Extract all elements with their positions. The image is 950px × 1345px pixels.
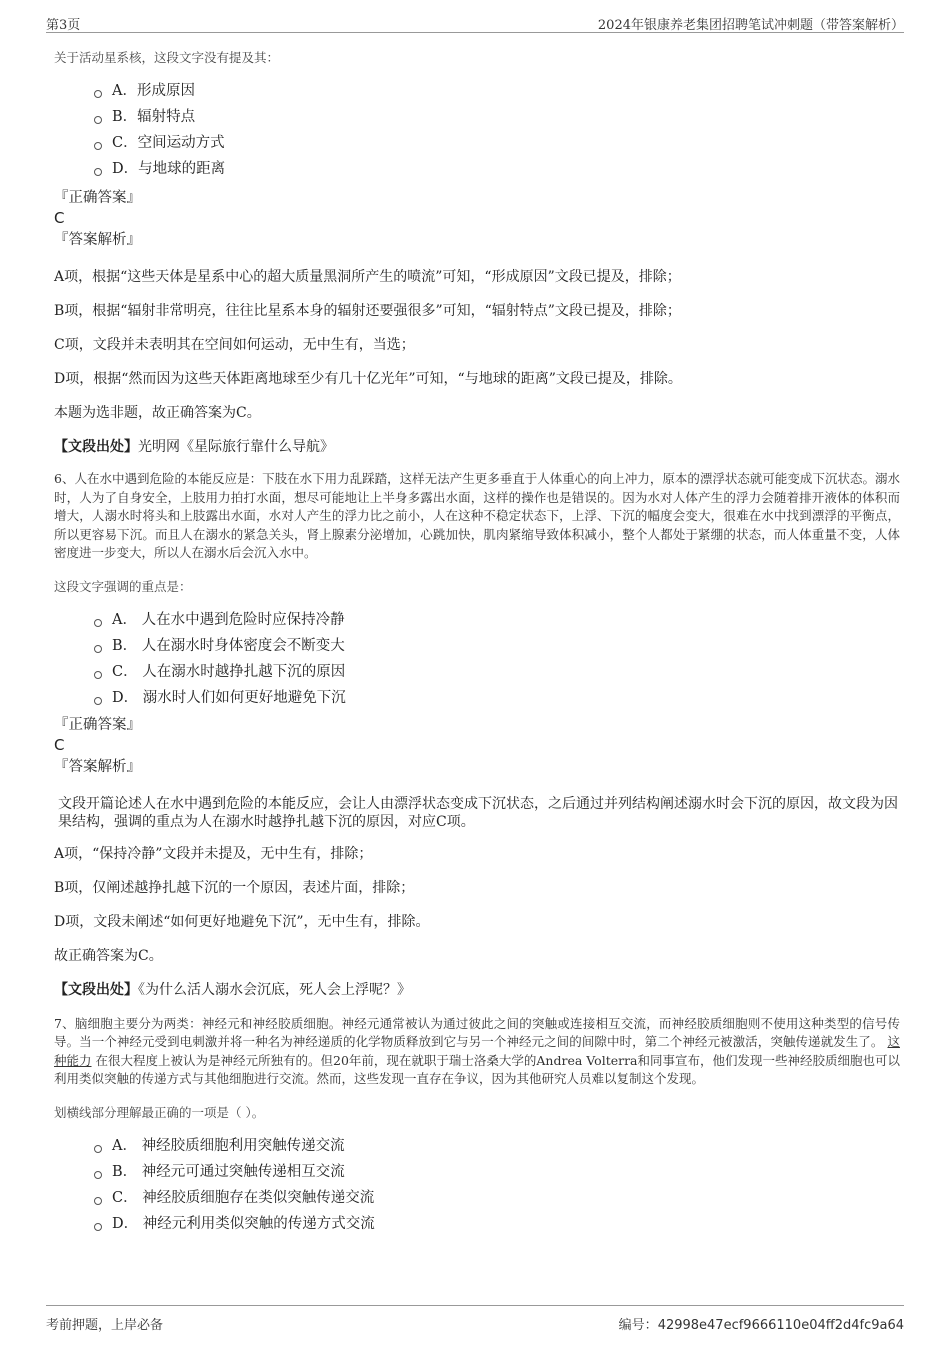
q5-source (54, 438, 900, 456)
radio-icon[interactable] (94, 1197, 102, 1205)
q6-analysis-d: D项，文段未阐述“如何更好地避免下沉”，无中生有，排除。 (54, 913, 430, 930)
source-label: 【文段出处】 (54, 981, 138, 998)
q6-option-b[interactable] (94, 633, 900, 659)
radio-icon[interactable] (94, 1145, 102, 1153)
q5-options (94, 78, 900, 182)
q7-options (94, 1133, 900, 1237)
radio-icon[interactable] (94, 116, 102, 124)
q7-option-d[interactable] (94, 1211, 900, 1237)
radio-icon[interactable] (94, 697, 102, 705)
q5-option-c[interactable] (94, 130, 900, 156)
radio-icon[interactable] (94, 1223, 102, 1231)
q6-correct-label: 『正确答案』 (54, 716, 141, 733)
option-label: D．与地球的距离 (112, 161, 226, 177)
q7-option-a[interactable] (94, 1133, 900, 1159)
q6-option-a[interactable] (94, 607, 900, 633)
q5-analysis-d: D项，根据“然而因为这些天体距离地球至少有几十亿光年”可知，“与地球的距离”文段已提及，排除。 (54, 371, 682, 387)
q7-option-c[interactable] (94, 1185, 900, 1211)
q5-option-a[interactable] (94, 78, 900, 104)
q5-analysis-b: B项，根据“辐射非常明亮，往往比星系本身的辐射还要强很多”可知，“辐射特点”文段已提及，排除； (54, 303, 681, 319)
option-label: B．辐射特点 (112, 109, 196, 125)
option-label: A． 人在水中遇到危险时应保持冷静 (112, 611, 345, 628)
q7-text-after: 在很大程度上被认为是神经元所独有的。但20年前，现在就职于瑞士洛桑大学的Andrea Volterra和同事宣布，他们发现一些神经胶质细胞也可以利用类似突触的传递方式与其他细胞进行交流。然而，这些发现一直存在争议，因为其他研究人员难以复制这个发现。 (54, 1052, 901, 1086)
page-footer (46, 1305, 904, 1332)
q7-text (54, 1015, 900, 1089)
q5-option-b[interactable] (94, 104, 900, 130)
q5-analysis-a: A项，根据“这些天体是星系中心的超大质量黑洞所产生的喷流”可知，“形成原因”文段已提及，排除； (54, 269, 681, 285)
q6-analysis-intro: 文段开篇论述人在水中遇到危险的本能反应，会让人由漂浮状态变成下沉状态，之后通过并列结构阐述溺水时会下沉的原因，故文段为因果结构，强调的重点为人在溺水时越挣扎越下沉的原因，对应C项。 (58, 795, 898, 830)
option-label: A． 神经胶质细胞利用突触传递交流 (112, 1137, 345, 1154)
code-value: 42998e47ecf9666110e04ff2d4fc9a64 (657, 1318, 904, 1333)
q7-prompt: 划横线部分理解最正确的一项是（ ）。 (54, 1104, 265, 1120)
q5-correct-label: 『正确答案』 (54, 190, 141, 206)
q6-analysis-label: 『答案解析』 (54, 758, 141, 775)
q6-source (54, 981, 900, 999)
option-label: C． 人在溺水时越挣扎越下沉的原因 (112, 663, 346, 680)
q5-analysis-label: 『答案解析』 (54, 232, 141, 248)
option-label: C． 神经胶质细胞存在类似突触传递交流 (112, 1189, 375, 1206)
q6-prompt: 这段文字强调的重点是： (54, 578, 192, 594)
q5-analysis-c: C项，文段并未表明其在空间如何运动，无中生有，当选； (54, 337, 415, 353)
radio-icon[interactable] (94, 671, 102, 679)
q6-answer: C (54, 735, 65, 754)
option-label: A．形成原因 (112, 83, 195, 99)
radio-icon[interactable] (94, 619, 102, 627)
q5-prompt: 关于活动星系核，这段文字没有提及其： (54, 50, 280, 65)
option-label: B． 神经元可通过突触传递相互交流 (112, 1163, 345, 1180)
q6-analysis-a: A项，“保持冷静”文段并未提及，无中生有，排除； (54, 845, 373, 862)
radio-icon[interactable] (94, 1171, 102, 1179)
source-label: 【文段出处】 (54, 439, 138, 455)
q6-option-d[interactable] (94, 685, 900, 711)
radio-icon[interactable] (94, 142, 102, 150)
document-title: 2024年银康养老集团招聘笔试冲刺题（带答案解析） (597, 18, 904, 33)
footer-slogan: 考前押题，上岸必备 (46, 1318, 164, 1333)
option-label: D． 神经元利用类似突触的传递方式交流 (112, 1215, 375, 1232)
option-label: C．空间运动方式 (112, 135, 225, 151)
document-code (619, 1314, 904, 1333)
q6-conclusion: 故正确答案为C。 (54, 947, 163, 964)
code-label: 编号： (618, 1318, 658, 1333)
q7-underlined-phrase: 这种能力 (54, 1034, 900, 1068)
q7-option-b[interactable] (94, 1159, 900, 1185)
q5-conclusion: 本题为选非题，故正确答案为C。 (54, 405, 261, 421)
q5-answer: C (54, 209, 65, 227)
q6-text: 6、人在水中遇到危险的本能反应是：下肢在水下用力乱踩踏，这样无法产生更多垂直于人体重心的向上冲力，原本的漂浮状态就可能变成下沉状态。溺水时，人为了自身安全，上肢用力拍打水面，想尽可能地让上半身多露出水面，这样的操作也是错误的。因为水对人体产生的浮力会随着排开液体的体积而增大，人溺水时将头和上肢露出水面，水对人产生的浮力比之前小，人在这种不稳定状态下，上浮、下沉的幅度会变大，很难在水中找到漂浮的平衡点，所以更容易下沉。而且人在溺水的紧急关头，肾上腺素分泌增加，心跳加快，肌肉紧缩导致体积减小，整个人都处于紧绷的状态，而人体重量不变，人体密度进一步变大，所以人在溺水后会沉入水中。 (54, 471, 900, 560)
radio-icon[interactable] (94, 168, 102, 176)
radio-icon[interactable] (94, 90, 102, 98)
option-label: D． 溺水时人们如何更好地避免下沉 (112, 689, 346, 706)
q6-options (94, 607, 900, 711)
radio-icon[interactable] (94, 645, 102, 653)
q5-option-d[interactable] (94, 156, 900, 182)
option-label: B． 人在溺水时身体密度会不断变大 (112, 637, 345, 654)
q7-text-before: 7、脑细胞主要分为两类：神经元和神经胶质细胞。神经元通常被认为通过彼此之间的突触或连接相互交流，而神经胶质细胞则不使用这种类型的信号传导。当一个神经元受到电刺激并将一种名为神经递质的化学物质释放到它与另一个神经元之间的间隙中时，第二个神经元被激活，突触传递就发生了。 (54, 1015, 900, 1049)
page-header (46, 10, 904, 33)
q6-option-c[interactable] (94, 659, 900, 685)
page-content (54, 44, 900, 1237)
q6-analysis-b: B项，仅阐述越挣扎越下沉的一个原因，表述片面，排除； (54, 879, 415, 896)
source-text: 光明网《星际旅行靠什么导航》 (138, 439, 334, 455)
source-text: 《为什么活人溺水会沉底，死人会上浮呢？》 (138, 981, 411, 998)
page-number: 第3页 (46, 18, 81, 33)
